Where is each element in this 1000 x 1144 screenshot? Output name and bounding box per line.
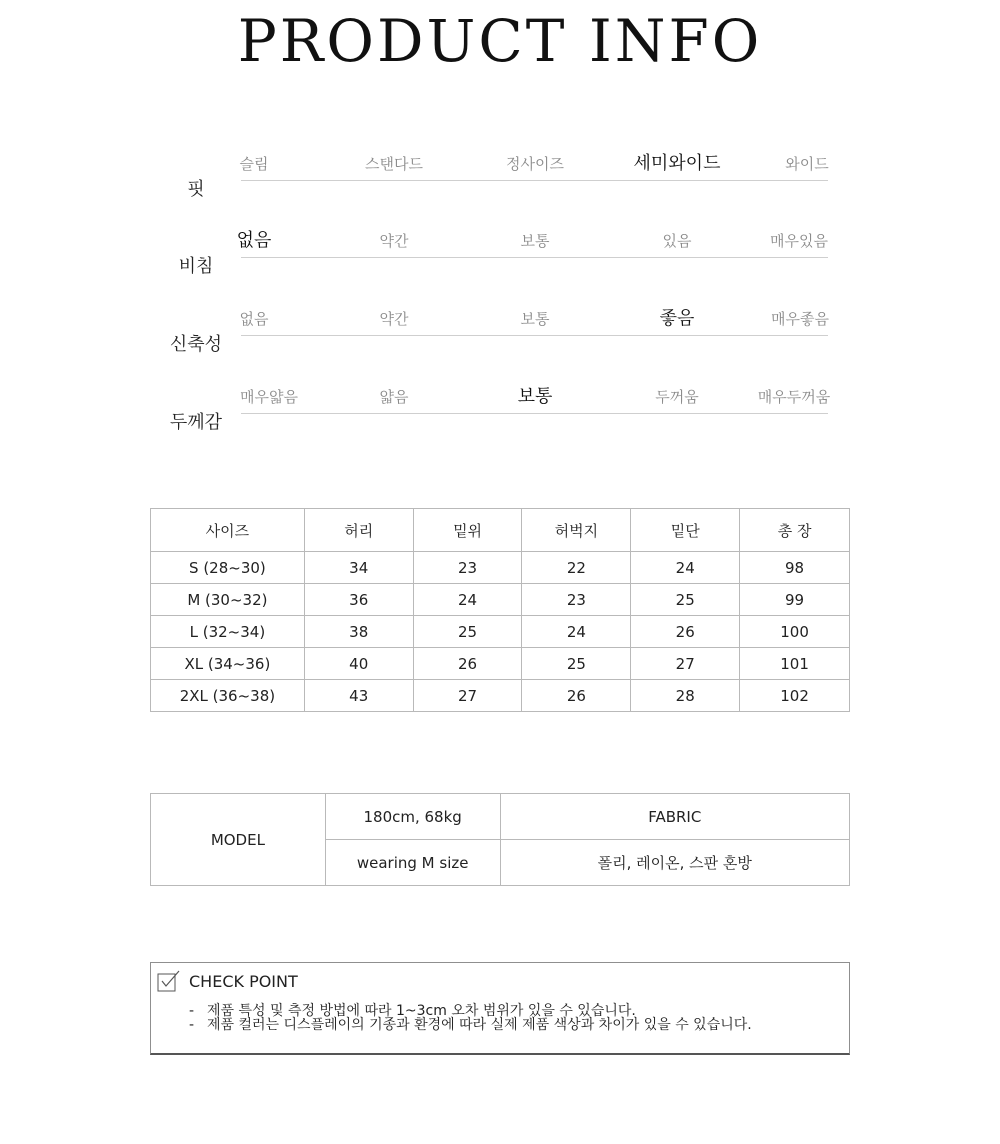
attr-option: 정사이즈: [506, 155, 564, 173]
attr-option: 슬림: [239, 155, 269, 173]
table-header: 총 장: [740, 509, 850, 552]
attr-label: 비침: [178, 256, 214, 277]
attr-option: 스탠다드: [365, 155, 423, 173]
table-cell: 23: [413, 552, 522, 584]
attr-option: 없음: [239, 310, 269, 328]
attr-divider: [241, 335, 828, 336]
table-cell: 23: [522, 584, 631, 616]
table-cell: 26: [631, 616, 740, 648]
table-row: [151, 552, 850, 584]
list-item-text: 제품 특성 및 측정 방법에 따라 1~3cm 오차 범위가 있을 수 있습니다.: [207, 1003, 636, 1019]
check-point-box: [150, 962, 850, 1055]
table-cell: M (30~32): [151, 584, 305, 616]
table-header: 허리: [304, 509, 413, 552]
table-cell: 24: [413, 584, 522, 616]
table-row: [151, 648, 850, 680]
table-cell: 26: [413, 648, 522, 680]
table-header: 밑위: [413, 509, 522, 552]
attr-option: 보통: [520, 232, 550, 250]
table-cell: 27: [631, 648, 740, 680]
table-cell: 101: [740, 648, 850, 680]
attr-option: 얇음: [379, 388, 409, 406]
table-header: 허벅지: [522, 509, 631, 552]
attr-row-stretch: [150, 302, 850, 362]
attr-label: 핏: [187, 179, 205, 200]
table-row: [151, 794, 850, 840]
table-cell: 100: [740, 616, 850, 648]
table-cell: 38: [304, 616, 413, 648]
table-row: [151, 584, 850, 616]
table-row: [151, 680, 850, 712]
attr-option-selected: 보통: [517, 386, 553, 407]
attr-option-selected: 없음: [236, 230, 272, 251]
attr-option: 있음: [662, 232, 692, 250]
table-cell: 24: [522, 616, 631, 648]
attr-option: 매우좋음: [771, 310, 829, 328]
table-row: [151, 616, 850, 648]
checkbox-icon: [157, 969, 181, 993]
attr-option-selected: 좋음: [659, 308, 695, 329]
attr-option: 약간: [379, 310, 409, 328]
table-cell: S (28~30): [151, 552, 305, 584]
table-header-row: [151, 509, 850, 552]
table-cell: 25: [522, 648, 631, 680]
table-cell: XL (34~36): [151, 648, 305, 680]
table-header: 밑단: [631, 509, 740, 552]
list-item: - 제품 컬러는 디스플레이의 기종과 환경에 따라 실제 제품 색상과 차이가 있을 수 있습니다.: [189, 1017, 752, 1033]
attr-option: 매우두꺼움: [757, 388, 831, 406]
model-body: 180cm, 68kg: [325, 794, 500, 840]
attr-row-fit: [150, 147, 850, 207]
attr-option: 약간: [379, 232, 409, 250]
table-cell: 26: [522, 680, 631, 712]
table-cell: 24: [631, 552, 740, 584]
attr-option: 와이드: [785, 155, 829, 173]
attr-label: 두께감: [169, 412, 223, 433]
page-title: PRODUCT INFO: [237, 7, 763, 75]
check-point-list: [189, 1004, 752, 1032]
table-cell: 43: [304, 680, 413, 712]
fabric-value: 폴리, 레이온, 스판 혼방: [500, 840, 849, 886]
attr-divider: [241, 180, 828, 181]
table-cell: 22: [522, 552, 631, 584]
attr-row-transparency: [150, 224, 850, 284]
attr-option: 두꺼움: [655, 388, 699, 406]
fabric-label: FABRIC: [500, 794, 849, 840]
attr-row-thickness: [150, 380, 850, 440]
attr-option-selected: 세미와이드: [633, 153, 721, 174]
attr-divider: [241, 413, 828, 414]
list-item: - 제품 특성 및 측정 방법에 따라 1~3cm 오차 범위가 있을 수 있습니다.: [189, 1003, 636, 1019]
model-table: [150, 793, 850, 886]
model-label: MODEL: [151, 794, 326, 886]
table-cell: 36: [304, 584, 413, 616]
attr-label: 신축성: [169, 334, 223, 355]
table-cell: 98: [740, 552, 850, 584]
table-cell: L (32~34): [151, 616, 305, 648]
table-cell: 25: [413, 616, 522, 648]
check-point-title: CHECK POINT: [189, 972, 298, 991]
table-cell: 25: [631, 584, 740, 616]
table-cell: 99: [740, 584, 850, 616]
table-cell: 27: [413, 680, 522, 712]
table-header: 사이즈: [151, 509, 305, 552]
list-item-text: 제품 컬러는 디스플레이의 기종과 환경에 따라 실제 제품 색상과 차이가 있을 수 있습니다.: [207, 1017, 752, 1033]
table-cell: 102: [740, 680, 850, 712]
attr-option: 보통: [520, 310, 550, 328]
model-size: wearing M size: [325, 840, 500, 886]
table-cell: 28: [631, 680, 740, 712]
attr-option: 매우있음: [770, 232, 828, 250]
table-cell: 2XL (36~38): [151, 680, 305, 712]
table-cell: 40: [304, 648, 413, 680]
table-cell: 34: [304, 552, 413, 584]
size-table: [150, 508, 850, 712]
attr-divider: [241, 257, 828, 258]
attr-option: 매우얇음: [240, 388, 298, 406]
